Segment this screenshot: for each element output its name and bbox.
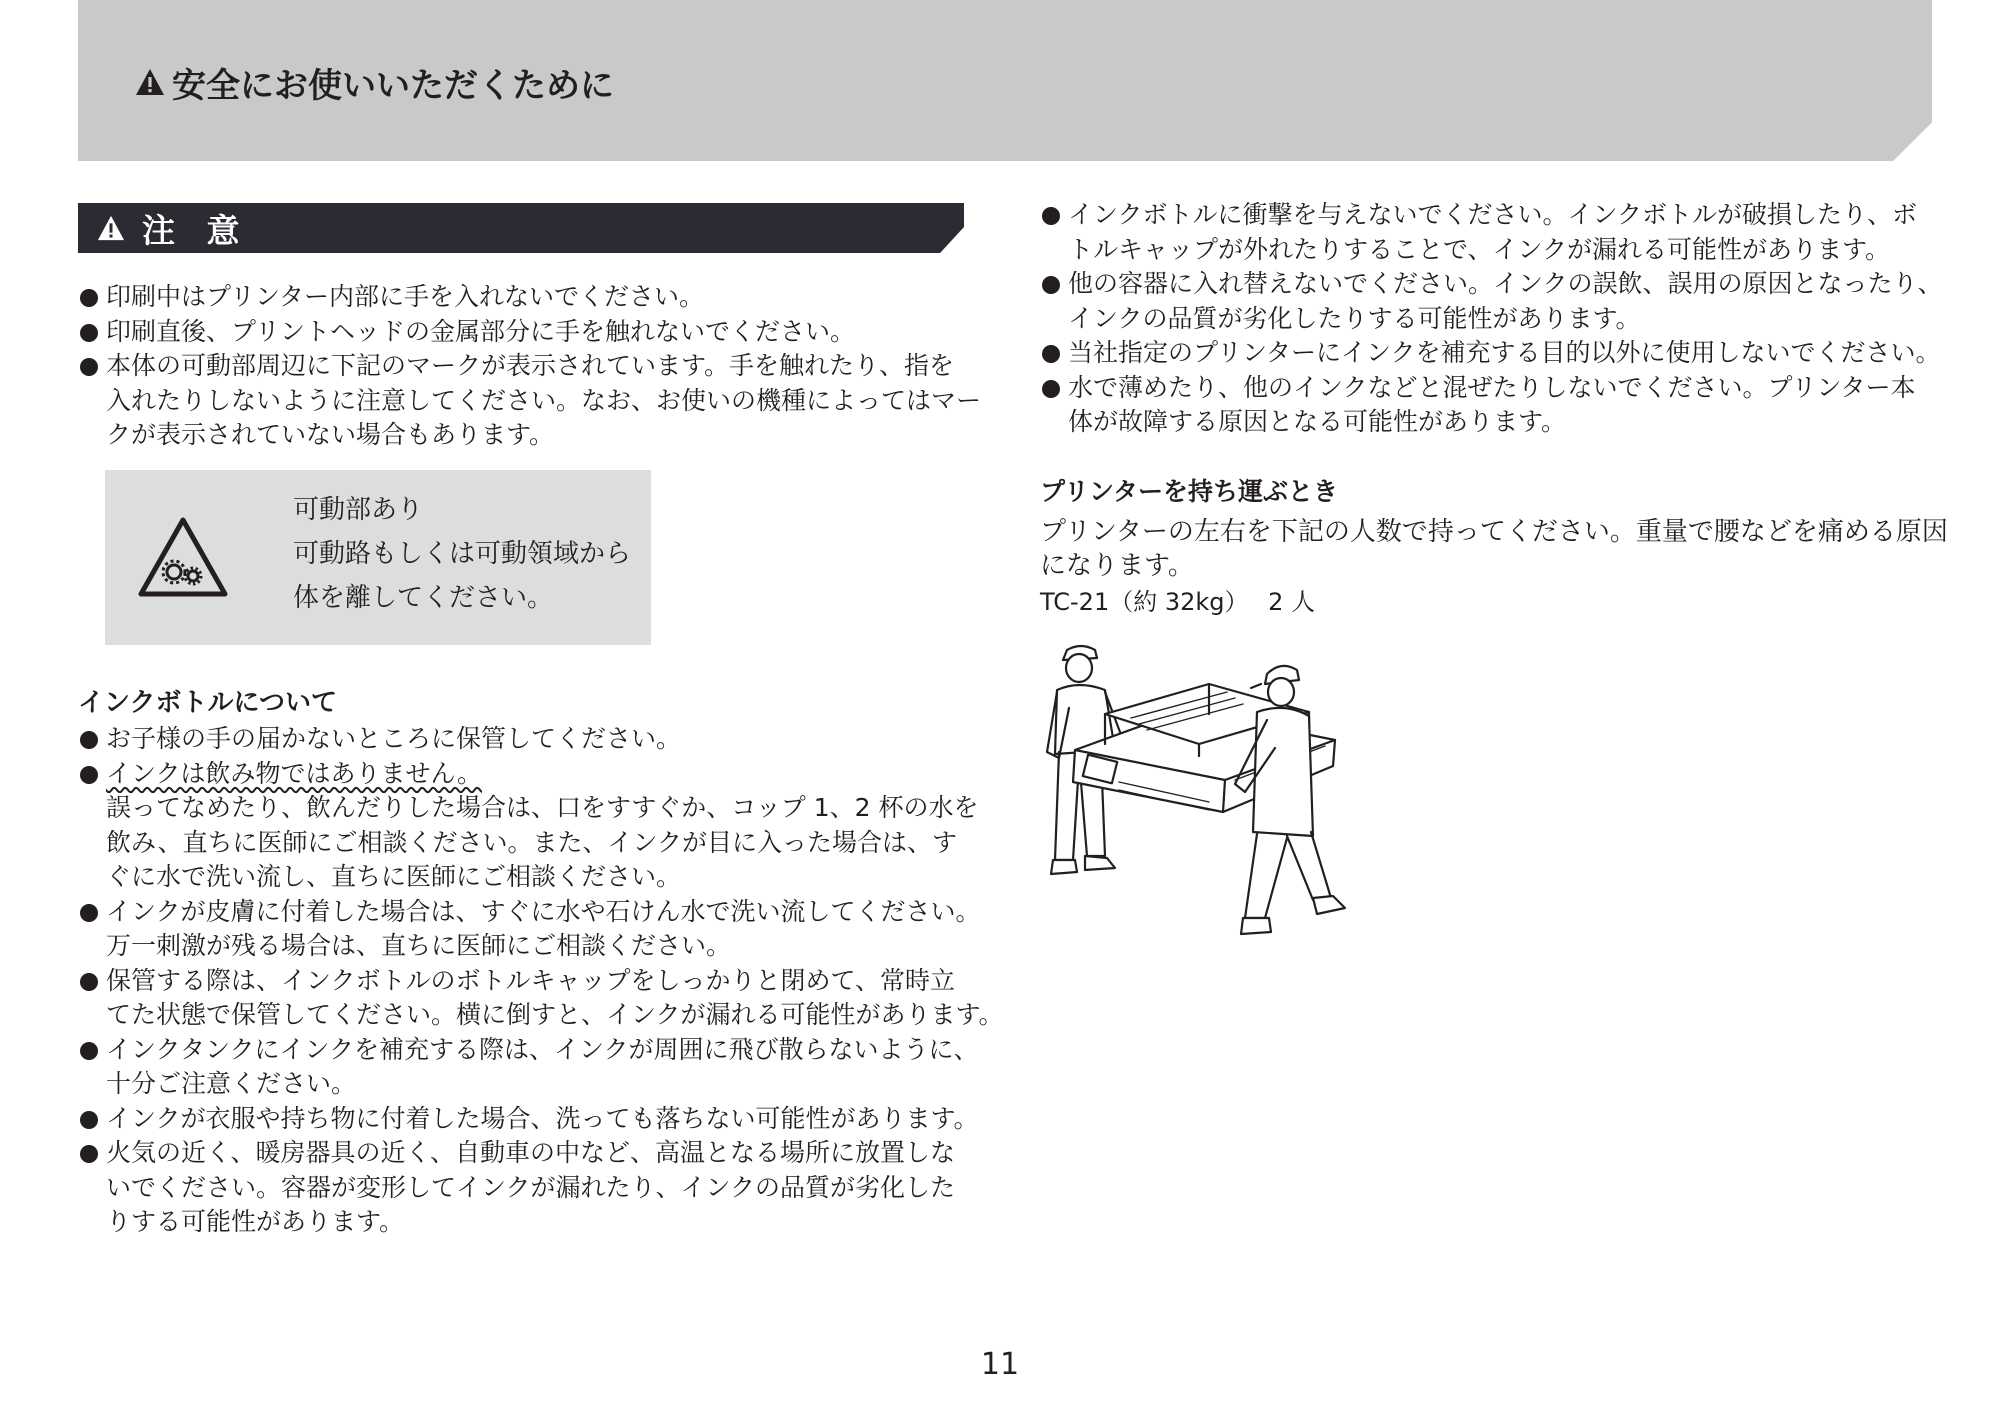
page-title — [134, 60, 614, 104]
moving-parts-sign — [105, 470, 651, 645]
carrying-heading: プリンターを持ち運ぶとき — [1040, 477, 1339, 506]
two-people-carrying-printer-illustration — [1035, 640, 1365, 970]
sign-line: 可動路もしくは可動領域から — [293, 539, 632, 569]
list-item: 本体の可動部周辺に下記のマークが表示されています。手を触れたり、指を 入れたりしないように注意してください。なお、お使いの機種によってはマー クが表示されていない場合もあります。 — [78, 349, 981, 453]
list-item: 保管する際は、インクボトルのボトルキャップをしっかりと閉めて、常時立 てた状態で保管してください。横に倒すと、インクが漏れる可能性があります。 — [78, 964, 1004, 1033]
list-item: 印刷直後、プリントヘッドの金属部分に手を触れないでください。 — [78, 315, 981, 350]
carrying-line: になります。 — [1040, 551, 1194, 581]
page-number: 11 — [980, 1347, 1020, 1382]
list-item: 当社指定のプリンターにインクを補充する目的以外に使用しないでください。 — [1040, 336, 1943, 371]
page-title-text: 安全にお使いいただくために — [172, 65, 614, 106]
list-item: インクが皮膚に付着した場合は、すぐに水や石けん水で洗い流してください。 万一刺激が残る場合は、直ちに医師にご相談ください。 — [78, 895, 1004, 964]
ink-bottle-list — [78, 722, 1004, 1240]
sign-line: 可動部あり — [293, 495, 424, 525]
emphasis-text: インクは飲み物ではありません。 — [106, 758, 483, 788]
ink-handling-list — [1040, 198, 1943, 440]
moving-parts-warning-icon — [137, 516, 229, 598]
list-item: インクタンクにインクを補充する際は、インクが周囲に飛び散らないように、 十分ご注意ください。 — [78, 1033, 1004, 1102]
list-item: お子様の手の届かないところに保管してください。 — [78, 722, 1004, 757]
model-spec: TC-21（約 32kg） 2 人 — [1040, 588, 1316, 616]
list-item: 火気の近く、暖房器具の近く、自動車の中など、高温となる場所に放置しな いでください。容器が変形してインクが漏れたり、インクの品質が劣化した りする可能性があります。 — [78, 1136, 1004, 1240]
warning-triangle-icon — [96, 214, 126, 242]
list-item: インクが衣服や持ち物に付着した場合、洗っても落ちない可能性があります。 — [78, 1102, 1004, 1137]
list-item: 他の容器に入れ替えないでください。インクの誤飲、誤用の原因となったり、 インクの品質が劣化したりする可能性があります。 — [1040, 267, 1943, 336]
caution-heading-text: 注 意 — [142, 210, 250, 250]
sign-text — [293, 488, 631, 620]
list-item: 水で薄めたり、他のインクなどと混ぜたりしないでください。プリンター本 体が故障する原因となる可能性があります。 — [1040, 371, 1943, 440]
ink-bottle-heading: インクボトルについて — [78, 688, 337, 718]
list-item: インクボトルに衝撃を与えないでください。インクボトルが破損したり、ボ トルキャップが外れたりすることで、インクが漏れる可能性があります。 — [1040, 198, 1943, 267]
caution-list — [78, 280, 981, 453]
sign-line: 体を離してください。 — [293, 583, 554, 613]
caution-heading — [96, 205, 250, 251]
carrying-text — [1040, 515, 1948, 583]
warning-triangle-icon — [134, 67, 166, 97]
carrying-line: プリンターの左右を下記の人数で持ってください。重量で腰などを痛める原因 — [1040, 517, 1948, 547]
list-item: インクは飲み物ではありません。 誤ってなめたり、飲んだりした場合は、口をすすぐか、コップ 1、2 杯の水を 飲み、直ちに医師にご相談ください。また、インクが目に入った場合は、す ぐに水で洗い流し、直ちに医師にご相談ください。 — [78, 757, 1004, 895]
list-item: 印刷中はプリンター内部に手を入れないでください。 — [78, 280, 981, 315]
